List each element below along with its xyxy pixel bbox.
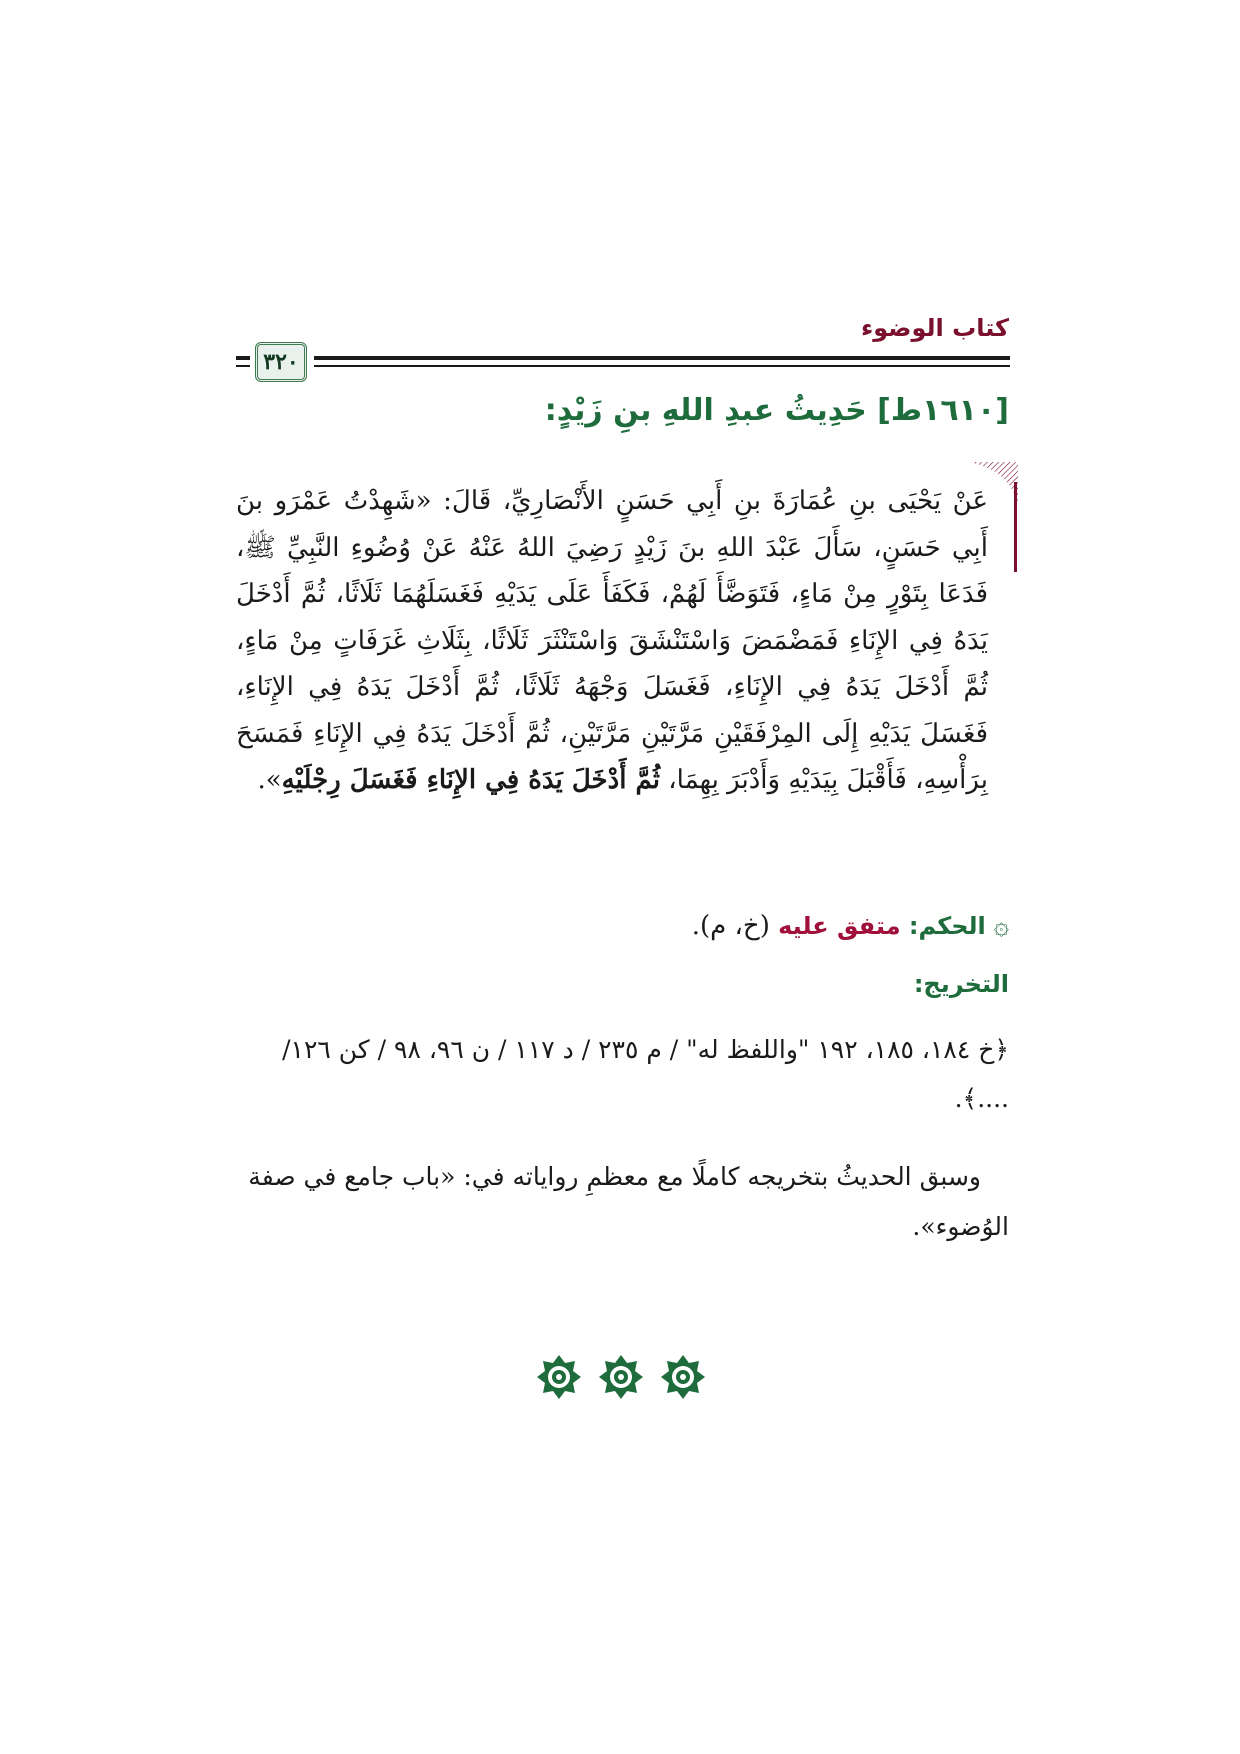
ruling-sources: (خ، م). <box>691 911 779 941</box>
header-rule <box>314 365 1010 367</box>
hadith-text-bold: ثُمَّ أَدْخَلَ يَدَهُ فِي الإِنَاءِ فَغَسَلَ رِجْلَيْهِ <box>281 765 661 795</box>
ornament-icon <box>536 1354 582 1400</box>
hadith-title: [١٦١٠ط] حَدِيثُ عبدِ اللهِ بنِ زَيْدٍ: <box>544 393 1009 428</box>
summary-text: وسبق الحديثُ بتخريجه كاملًا مع معظمِ رواياته في: «باب جامع في صفة الوُضوء». <box>248 1162 1009 1241</box>
ornament-icon <box>598 1354 644 1400</box>
header-rule <box>314 356 1010 360</box>
running-header: كتاب الوضوء <box>860 314 1009 342</box>
page-number: ٣٢٠ <box>255 342 307 382</box>
ruling-line <box>236 911 1009 941</box>
ruling-label: الحكم: <box>908 912 986 940</box>
ruling-ornament-icon: ۞ <box>993 911 1009 941</box>
ruling-value: متفق عليه <box>778 912 901 940</box>
hadith-text-end: ». <box>257 765 282 795</box>
ornament-icon <box>660 1354 706 1400</box>
hadith-text-regular: عَنْ يَحْيَى بنِ عُمَارَةَ بنِ أَبِي حَسَنٍ الأَنْصَارِيِّ، قَالَ: «شَهِدْتُ عَمْرَو بنَ أَبِي حَسَنٍ، سَأَلَ عَبْدَ اللهِ بنَ زَيْدٍ رَضِيَ اللهُ عَنْهُ عَنْ وُضُوءِ النَّبِيِّ ﷺ، فَدَعَا بِتَوْرٍ مِنْ مَاءٍ، فَتَوَضَّأَ لَهُمْ، فَكَفَأَ عَلَى يَدَيْهِ فَغَسَلَهُمَا ثَلَاثًا، ثُمَّ أَدْخَلَ يَدَهُ فِي الإِنَاءِ فَمَضْمَضَ وَاسْتَنْشَقَ وَاسْتَنْثَرَ ثَلَاثًا، بِثَلَاثِ غَرَفَاتٍ مِنْ مَاءٍ، ثُمَّ أَدْخَلَ يَدَهُ فِي الإِنَاءِ، فَغَسَلَ وَجْهَهُ ثَلَاثًا، ثُمَّ أَدْخَلَ يَدَهُ فِي الإِنَاءِ، فَغَسَلَ يَدَيْهِ إِلَى المِرْفَقَيْنِ مَرَّتَيْنِ مَرَّتَيْنِ، ثُمَّ أَدْخَلَ يَدَهُ فِي الإِنَاءِ فَمَسَحَ بِرَأْسِهِ، فَأَقْبَلَ بِيَدَيْهِ وَأَدْبَرَ بِهِمَا، <box>236 486 988 795</box>
takhrij-heading: التخريج: <box>913 970 1009 998</box>
header-rule <box>236 356 250 360</box>
hadith-text <box>236 478 988 804</box>
header-rule <box>236 365 250 367</box>
end-ornaments <box>536 1352 706 1402</box>
takhrij-text: ﴿خ ١٨٤، ١٨٥، ١٩٢ "واللفظ له" / م ٢٣٥ / د ١١٧ / ن ٩٦، ٩٨ / كن ١٢٦/ ....﴾. <box>282 1035 1009 1113</box>
